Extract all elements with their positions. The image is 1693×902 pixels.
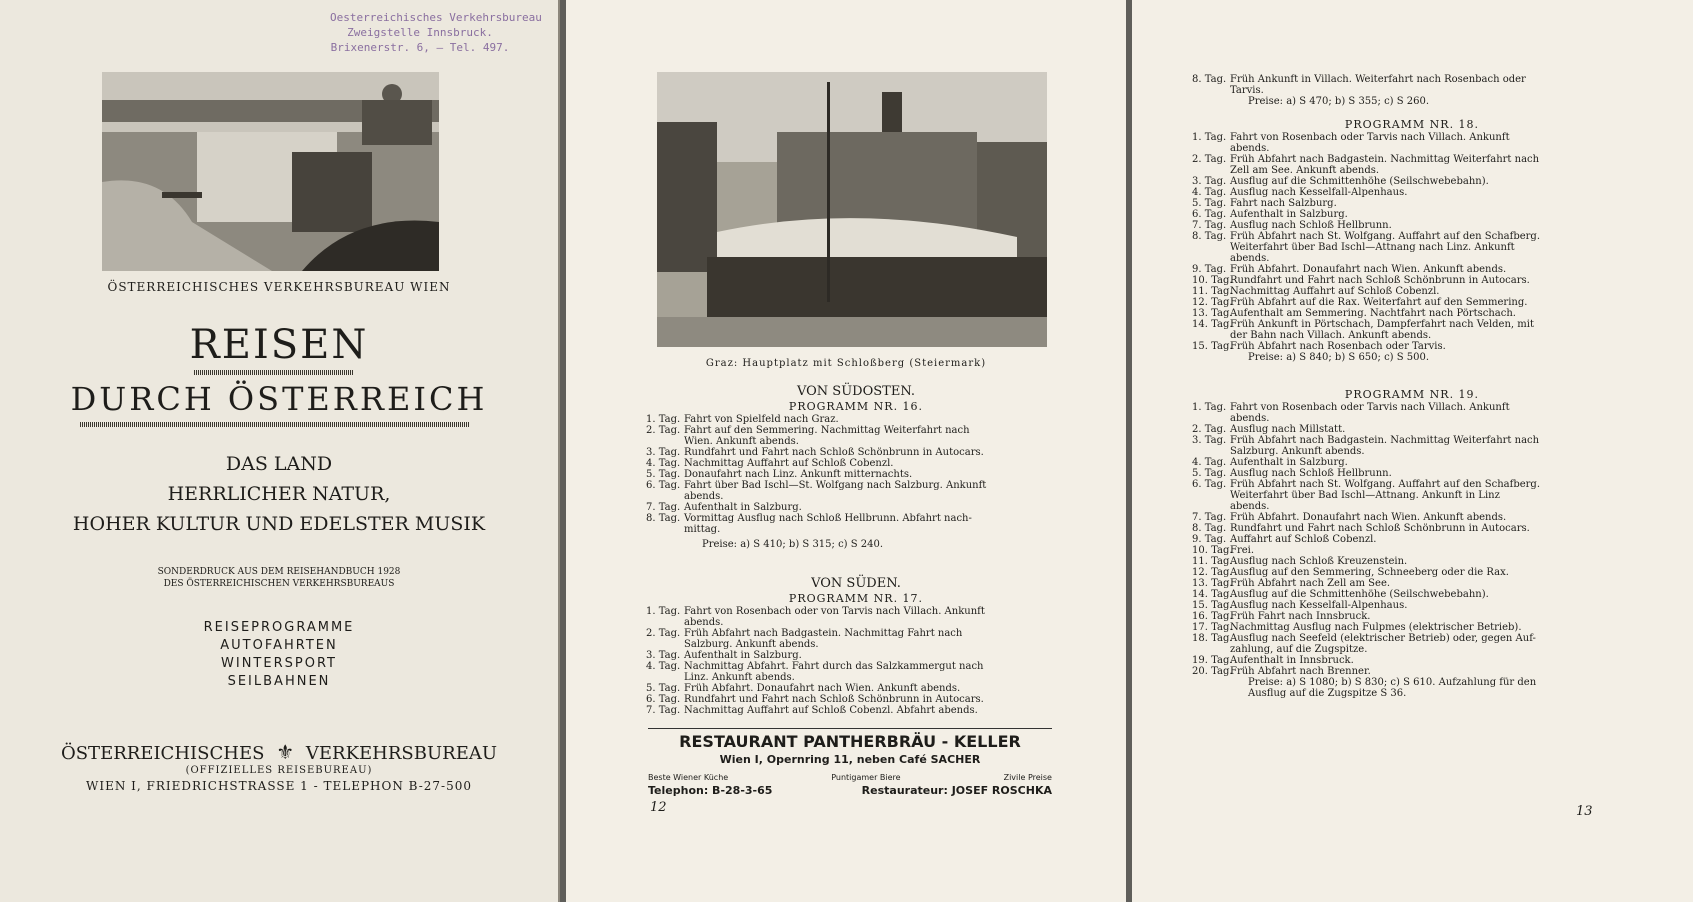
day-label: 4. Tag. xyxy=(646,458,681,469)
day-label: 7. Tag. xyxy=(646,502,681,513)
day-entry xyxy=(646,502,1066,513)
day-entry xyxy=(1192,655,1632,666)
section-heading: VON SÜDEN. xyxy=(811,576,901,591)
day-entry xyxy=(1192,468,1632,479)
day-entry xyxy=(1192,644,1632,655)
day-text: abends. xyxy=(1230,143,1270,154)
day-entry xyxy=(1192,74,1632,85)
program-18-block xyxy=(1192,118,1632,363)
day-text: Früh Abfahrt nach Brenner. xyxy=(1230,666,1371,677)
day-entry xyxy=(1192,198,1632,209)
day-text: Aufenthalt in Salzburg. xyxy=(1230,457,1348,468)
day-entry xyxy=(646,425,1066,436)
page-number: 12 xyxy=(650,800,667,815)
day-text: Rundfahrt und Fahrt nach Schloß Schönbrunn in Autocars. xyxy=(684,447,984,458)
day-text: Früh Abfahrt nach Badgastein. Nachmittag Weiterfahrt nach xyxy=(1230,154,1540,165)
day-label: 2. Tag. xyxy=(646,628,681,639)
day-text: zahlung, auf die Zugspitze. xyxy=(1230,644,1368,655)
day-label: 2. Tag. xyxy=(1192,154,1227,165)
restaurant-ad xyxy=(648,728,1052,797)
day-entry xyxy=(646,524,1066,535)
program-16-block xyxy=(646,384,1066,550)
organization-address: WIEN I, FRIEDRICHSTRASSE 1 - TELEPHON B-27-500 xyxy=(86,779,472,793)
day-label: 1. Tag. xyxy=(646,414,681,425)
day-label: 3. Tag. xyxy=(646,447,681,458)
day-label: 3. Tag. xyxy=(646,650,681,661)
day-text: Früh Ankunft in Pörtschach, Dampferfahrt nach Velden, mit xyxy=(1230,319,1534,330)
day-text: Früh Abfahrt nach Zell am See. xyxy=(1230,578,1391,589)
cover-page xyxy=(0,0,560,902)
day-label: 13. Tag. xyxy=(1192,578,1233,589)
day-text: Früh Abfahrt. Donaufahrt nach Wien. Ankunft abends. xyxy=(1230,264,1507,275)
day-text: Tarvis. xyxy=(1230,85,1264,96)
day-label: 10. Tag. xyxy=(1192,545,1233,556)
day-label: 10. Tag. xyxy=(1192,275,1233,286)
program-heading: PROGRAMM NR. 16. xyxy=(788,400,924,413)
day-text: abends. xyxy=(684,491,724,502)
day-label: 14. Tag. xyxy=(1192,589,1233,600)
day-text: Nachmittag Auffahrt auf Schloß Cobenzl. xyxy=(1230,286,1440,297)
day-entry xyxy=(1192,253,1632,264)
program-heading: PROGRAMM NR. 18. xyxy=(1344,118,1480,131)
day-label: 15. Tag. xyxy=(1192,600,1233,611)
subtitle: DAS LAND HERRLICHER NATUR, HOHER KULTUR UND EDELSTER MUSIK xyxy=(72,453,486,535)
day-text: Wien. Ankunft abends. xyxy=(684,436,799,447)
day-entry xyxy=(646,628,1066,639)
program-16-days xyxy=(646,414,1066,535)
day-entry xyxy=(1192,264,1632,275)
reprint-note: SONDERDRUCK AUS DEM REISEHANDBUCH 1928 DES ÖSTERREICHISCHEN VERKEHRSBUREAUS xyxy=(157,567,401,589)
program-heading: PROGRAMM NR. 19. xyxy=(1344,388,1480,401)
day-label: 12. Tag. xyxy=(1192,297,1233,308)
day-text: Früh Abfahrt. Donaufahrt nach Wien. Ankunft abends. xyxy=(684,683,961,694)
day-label: 6. Tag. xyxy=(1192,479,1227,490)
day-text: Früh Abfahrt nach Rosenbach oder Tarvis. xyxy=(1230,341,1446,352)
day-label: 6. Tag. xyxy=(646,694,681,705)
day-entry xyxy=(646,683,1066,694)
day-text: Ausflug auf den Semmering, Schneeberg oder die Rax. xyxy=(1230,567,1509,578)
day-label: 4. Tag. xyxy=(1192,187,1227,198)
day-text: der Bahn nach Villach. Ankunft abends. xyxy=(1230,330,1432,341)
restaurant-name: RESTAURANT PANTHERBRÄU - KELLER xyxy=(679,732,1021,751)
organization-subtitle: (OFFIZIELLES REISEBUREAU) xyxy=(185,765,373,776)
day-entry xyxy=(1192,611,1632,622)
day-text: Früh Abfahrt nach St. Wolfgang. Auffahrt auf den Schafberg. xyxy=(1230,479,1541,490)
day-label: 7. Tag. xyxy=(1192,512,1227,523)
day-text: Weiterfahrt über Bad Ischl—Attnang nach Linz. Ankunft xyxy=(1230,242,1515,253)
program-19-price: Preise: a) S 1080; b) S 830; c) S 610. Aufzahlung für den xyxy=(1248,677,1537,688)
graz-photo xyxy=(657,72,1047,347)
day-entry xyxy=(646,639,1066,650)
day-entry xyxy=(646,661,1066,672)
restaurant-address: Wien I, Opernring 11, neben Café SACHER xyxy=(719,753,981,766)
day-text: Nachmittag Auffahrt auf Schloß Cobenzl. xyxy=(684,458,894,469)
day-entry xyxy=(1192,622,1632,633)
day-entry xyxy=(646,617,1066,628)
program-18-days xyxy=(1192,132,1632,352)
day-entry xyxy=(1192,341,1632,352)
title-reisen: REISEN xyxy=(189,322,369,368)
day-text: Salzburg. Ankunft abends. xyxy=(684,639,819,650)
day-label: 20. Tag. xyxy=(1192,666,1233,677)
day-label: 13. Tag. xyxy=(1192,308,1233,319)
day-text: Früh Fahrt nach Innsbruck. xyxy=(1230,611,1371,622)
day-entry xyxy=(1192,523,1632,534)
day-text: abends. xyxy=(1230,501,1270,512)
day-text: Rundfahrt und Fahrt nach Schloß Schönbrunn in Autocars. xyxy=(684,694,984,705)
day-text: Fahrt von Rosenbach oder Tarvis nach Villach. Ankunft xyxy=(1230,402,1510,413)
day-text: Fahrt über Bad Ischl—St. Wolfgang nach Salzburg. Ankunft xyxy=(684,480,987,491)
program-17-block xyxy=(646,576,1066,716)
day-text: Früh Abfahrt. Donaufahrt nach Wien. Ankunft abends. xyxy=(1230,512,1507,523)
day-label: 2. Tag. xyxy=(646,425,681,436)
ad-phone: Telephon: B-28-3-65 xyxy=(648,784,773,797)
day-label: 17. Tag. xyxy=(1192,622,1233,633)
day-entry xyxy=(1192,556,1632,567)
program-heading: PROGRAMM NR. 17. xyxy=(788,592,924,605)
day-entry xyxy=(1192,578,1632,589)
ad-prices: Zivile Preise xyxy=(1003,773,1052,782)
day-entry xyxy=(1192,330,1632,341)
day-text: Frei. xyxy=(1230,545,1255,556)
day-text: Früh Abfahrt auf die Rax. Weiterfahrt auf den Semmering. xyxy=(1230,297,1528,308)
day-entry xyxy=(1192,176,1632,187)
day-entry xyxy=(1192,534,1632,545)
day-entry xyxy=(1192,165,1632,176)
program-16-price: Preise: a) S 410; b) S 315; c) S 240. xyxy=(702,539,884,550)
day-entry xyxy=(1192,308,1632,319)
day-label: 3. Tag. xyxy=(1192,435,1227,446)
day-text: Salzburg. Ankunft abends. xyxy=(1230,446,1365,457)
day-text: Früh Abfahrt nach St. Wolfgang. Auffahrt auf den Schafberg. xyxy=(1230,231,1541,242)
day-entry xyxy=(1192,286,1632,297)
day-entry xyxy=(1192,413,1632,424)
day-entry xyxy=(646,491,1066,502)
day-label: 8. Tag. xyxy=(646,513,681,524)
section-heading: VON SÜDOSTEN. xyxy=(796,384,915,399)
day-label: 8. Tag. xyxy=(1192,231,1227,242)
rubber-stamp: Oesterreichisches Verkehrsbureau Zweigstelle Innsbruck. Brixenerstr. 6, — Tel. 497. xyxy=(330,11,542,54)
day-text: Linz. Ankunft abends. xyxy=(684,672,795,683)
day-text: mittag. xyxy=(684,524,721,535)
day-text: abends. xyxy=(684,617,724,628)
day-label: 6. Tag. xyxy=(646,480,681,491)
day-entry xyxy=(1192,143,1632,154)
day-label: 4. Tag. xyxy=(646,661,681,672)
day-text: Ausflug nach Schloß Kreuzenstein. xyxy=(1230,556,1408,567)
organization-name: ÖSTERREICHISCHES ⚜ VERKEHRSBUREAU xyxy=(60,740,498,764)
page-number: 13 xyxy=(1576,804,1593,819)
day-text: Aufenthalt in Salzburg. xyxy=(684,650,802,661)
day-text: Rundfahrt und Fahrt nach Schloß Schönbrunn in Autocars. xyxy=(1230,275,1530,286)
program-19-price-note: Ausflug auf die Zugspitze S 36. xyxy=(1248,688,1407,699)
day-label: 1. Tag. xyxy=(1192,402,1227,413)
day-entry xyxy=(1192,435,1632,446)
day-label: 18. Tag. xyxy=(1192,633,1233,644)
day-label: 7. Tag. xyxy=(1192,220,1227,231)
day-entry xyxy=(1192,457,1632,468)
program-17-price: Preise: a) S 470; b) S 355; c) S 260. xyxy=(1248,96,1430,107)
day-text: Ausflug nach Kesselfall-Alpenhaus. xyxy=(1230,187,1408,198)
day-entry xyxy=(646,447,1066,458)
day-entry xyxy=(1192,154,1632,165)
day-label: 9. Tag. xyxy=(1192,534,1227,545)
title-durch-oesterreich: DURCH ÖSTERREICH xyxy=(70,380,488,418)
day-entry xyxy=(1192,209,1632,220)
day-label: 2. Tag. xyxy=(1192,424,1227,435)
day-label: 11. Tag. xyxy=(1192,286,1233,297)
day-label: 9. Tag. xyxy=(1192,264,1227,275)
day-text: Vormittag Ausflug nach Schloß Hellbrunn. Abfahrt nach- xyxy=(684,513,972,524)
program-19-block xyxy=(1192,388,1632,699)
title-rule xyxy=(80,422,470,427)
day-entry xyxy=(646,694,1066,705)
title-rule xyxy=(194,370,354,375)
day-text: Fahrt von Rosenbach oder von Tarvis nach Villach. Ankunft xyxy=(684,606,985,617)
day-label: 5. Tag. xyxy=(1192,468,1227,479)
day-label: 12. Tag. xyxy=(1192,567,1233,578)
day-entry xyxy=(1192,501,1632,512)
day-text: Ausflug auf die Schmittenhöhe (Seilschwebebahn). xyxy=(1230,176,1489,187)
day-entry xyxy=(1192,633,1632,644)
day-label: 3. Tag. xyxy=(1192,176,1227,187)
day-entry xyxy=(1192,231,1632,242)
day-label: 7. Tag. xyxy=(646,705,681,716)
day-entry xyxy=(1192,132,1632,143)
eagle-crest-icon: ⚜ xyxy=(276,740,295,764)
day-text: Ausflug nach Kesselfall-Alpenhaus. xyxy=(1230,600,1408,611)
day-entry xyxy=(1192,512,1632,523)
day-entry xyxy=(1192,666,1632,677)
day-label: 16. Tag. xyxy=(1192,611,1233,622)
day-label: 4. Tag. xyxy=(1192,457,1227,468)
ad-beer: Puntigamer Biere xyxy=(831,773,901,782)
day-entry xyxy=(1192,402,1632,413)
day-entry xyxy=(646,705,1066,716)
day-text: Fahrt auf den Semmering. Nachmittag Weiterfahrt nach xyxy=(684,425,970,436)
day-entry xyxy=(1192,490,1632,501)
day-text: Früh Abfahrt nach Badgastein. Nachmittag Weiterfahrt nach xyxy=(1230,435,1540,446)
program-list: REISEPROGRAMME AUTOFAHRTEN WINTERSPORT SEILBAHNEN xyxy=(203,620,355,689)
day-entry xyxy=(1192,297,1632,308)
day-text: Ausflug nach Schloß Hellbrunn. xyxy=(1230,220,1392,231)
program-17-days xyxy=(646,606,1066,716)
day-entry xyxy=(1192,187,1632,198)
day-entry xyxy=(646,513,1066,524)
publisher-caption: ÖSTERREICHISCHES VERKEHRSBUREAU WIEN xyxy=(107,280,451,294)
day-entry xyxy=(1192,589,1632,600)
day-text: Früh Ankunft in Villach. Weiterfahrt nach Rosenbach oder xyxy=(1230,74,1526,85)
day-text: abends. xyxy=(1230,253,1270,264)
day-text: Fahrt von Rosenbach oder Tarvis nach Villach. Ankunft xyxy=(1230,132,1510,143)
day-text: Nachmittag Ausflug nach Fulpmes (elektrischer Betrieb). xyxy=(1230,622,1522,633)
photo-caption: Graz: Hauptplatz mit Schloßberg (Steiermark) xyxy=(705,358,987,369)
day-entry xyxy=(1192,424,1632,435)
day-text: Aufenthalt in Innsbruck. xyxy=(1230,655,1354,666)
day-text: Früh Abfahrt nach Badgastein. Nachmittag Fahrt nach xyxy=(684,628,963,639)
day-label: 5. Tag. xyxy=(1192,198,1227,209)
day-entry xyxy=(1192,446,1632,457)
day-label: 1. Tag. xyxy=(1192,132,1227,143)
day-label: 15. Tag. xyxy=(1192,341,1233,352)
day-label: 5. Tag. xyxy=(646,469,681,480)
day-text: Ausflug nach Seefeld (elektrischer Betrieb) oder, gegen Auf- xyxy=(1230,633,1536,644)
day-entry xyxy=(1192,85,1632,96)
ad-kitchen: Beste Wiener Küche xyxy=(648,773,729,782)
ad-owner: Restaurateur: JOSEF ROSCHKA xyxy=(861,784,1052,797)
day-entry xyxy=(646,480,1066,491)
page-12 xyxy=(566,0,1126,902)
day-entry xyxy=(1192,545,1632,556)
day-text: Aufenthalt am Semmering. Nachtfahrt nach Pörtschach. xyxy=(1230,308,1516,319)
day-label: 8. Tag. xyxy=(1192,74,1227,85)
day-label: 19. Tag. xyxy=(1192,655,1233,666)
day-text: Aufenthalt in Salzburg. xyxy=(684,502,802,513)
day-label: 8. Tag. xyxy=(1192,523,1227,534)
day-entry xyxy=(1192,319,1632,330)
program-18-price: Preise: a) S 840; b) S 650; c) S 500. xyxy=(1248,352,1430,363)
day-entry xyxy=(646,469,1066,480)
day-text: Auffahrt auf Schloß Cobenzl. xyxy=(1230,534,1377,545)
day-label: 14. Tag. xyxy=(1192,319,1233,330)
day-text: Ausflug auf die Schmittenhöhe (Seilschwebebahn). xyxy=(1230,589,1489,600)
day-label: 6. Tag. xyxy=(1192,209,1227,220)
program-17-continued xyxy=(1192,74,1632,96)
day-label: 1. Tag. xyxy=(646,606,681,617)
day-entry xyxy=(646,458,1066,469)
cover-photo-vienna xyxy=(102,72,439,271)
day-label: 5. Tag. xyxy=(646,683,681,694)
day-entry xyxy=(1192,220,1632,231)
program-19-days xyxy=(1192,402,1632,677)
day-text: Donaufahrt nach Linz. Ankunft mitternachts. xyxy=(684,469,913,480)
day-entry xyxy=(646,650,1066,661)
day-text: Fahrt nach Salzburg. xyxy=(1230,198,1337,209)
day-text: Nachmittag Auffahrt auf Schloß Cobenzl. Abfahrt abends. xyxy=(684,705,978,716)
day-entry xyxy=(1192,600,1632,611)
day-text: Weiterfahrt über Bad Ischl—Attnang. Ankunft in Linz xyxy=(1230,490,1500,501)
day-entry xyxy=(1192,275,1632,286)
day-entry xyxy=(1192,242,1632,253)
day-text: Fahrt von Spielfeld nach Graz. xyxy=(684,414,839,425)
day-label: 11. Tag. xyxy=(1192,556,1233,567)
day-entry xyxy=(646,414,1066,425)
page-13 xyxy=(1132,0,1693,902)
day-text: Rundfahrt und Fahrt nach Schloß Schönbrunn in Autocars. xyxy=(1230,523,1530,534)
day-text: Nachmittag Abfahrt. Fahrt durch das Salzkammergut nach xyxy=(684,661,984,672)
day-text: Zell am See. Ankunft abends. xyxy=(1230,165,1380,176)
day-text: Ausflug nach Millstatt. xyxy=(1230,424,1346,435)
day-entry xyxy=(1192,567,1632,578)
day-entry xyxy=(646,606,1066,617)
day-entry xyxy=(1192,479,1632,490)
program-17-end xyxy=(1192,74,1632,107)
day-entry xyxy=(646,672,1066,683)
day-text: Ausflug nach Schloß Hellbrunn. xyxy=(1230,468,1392,479)
day-text: Aufenthalt in Salzburg. xyxy=(1230,209,1348,220)
day-text: abends. xyxy=(1230,413,1270,424)
day-entry xyxy=(646,436,1066,447)
